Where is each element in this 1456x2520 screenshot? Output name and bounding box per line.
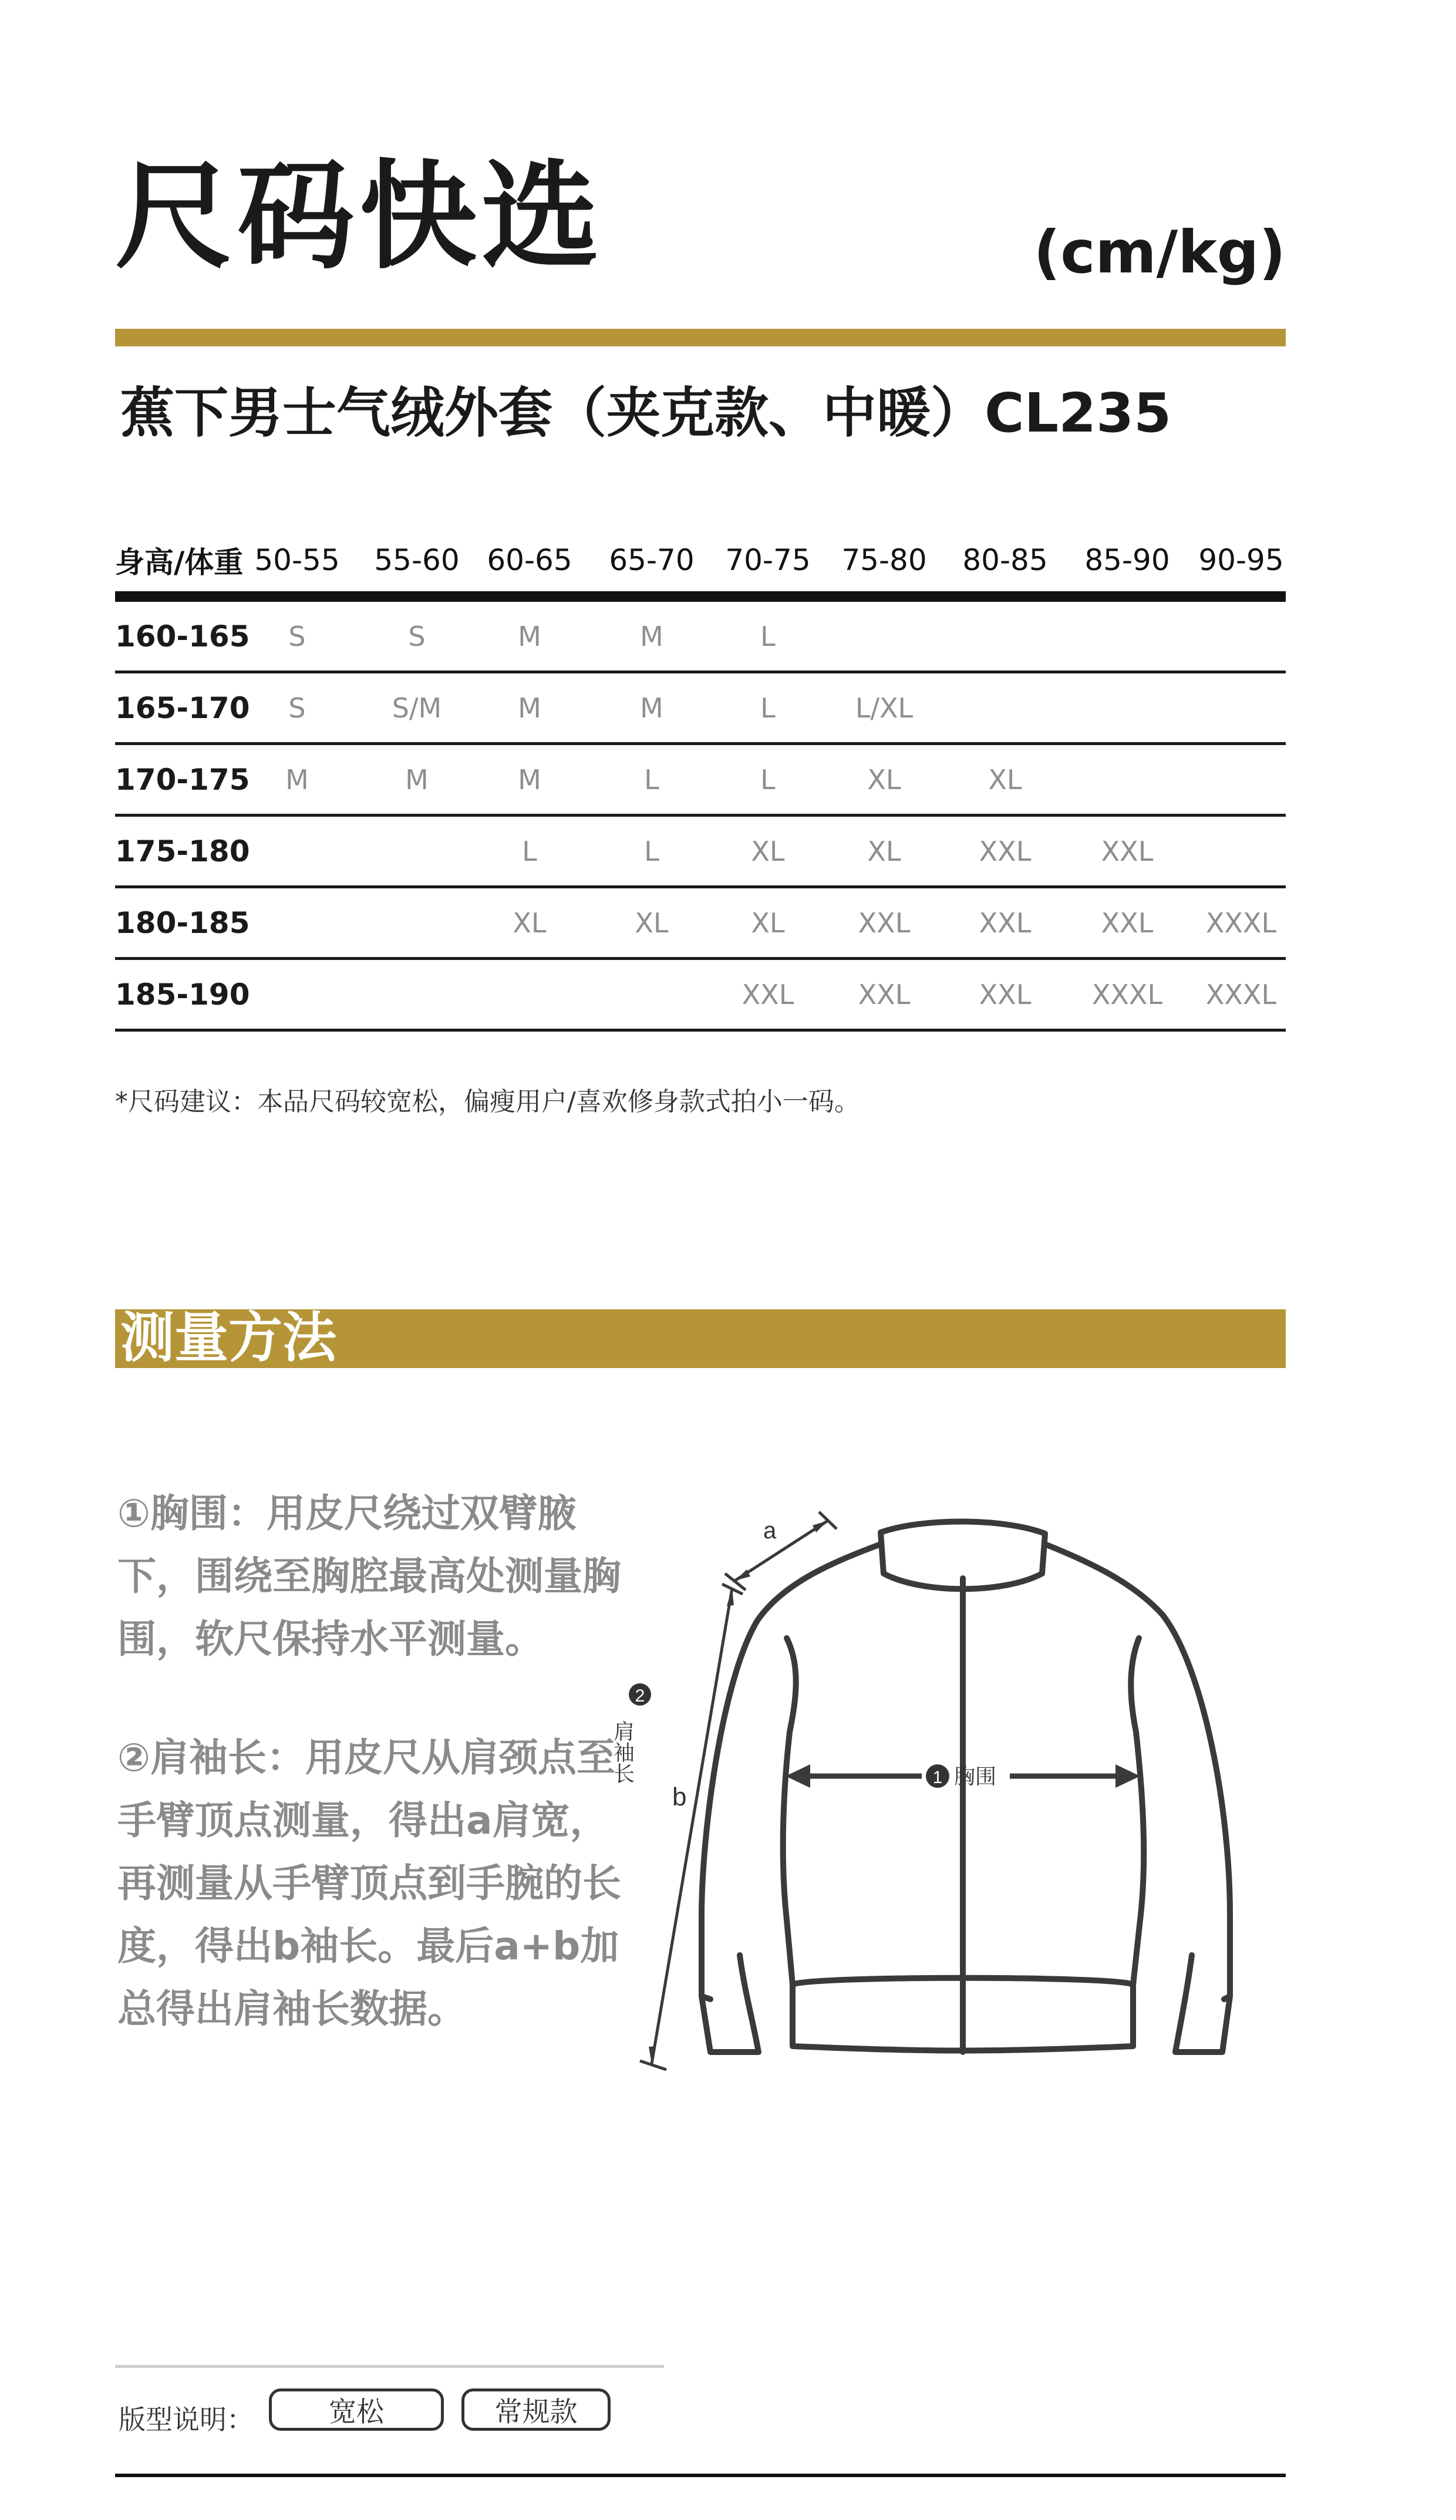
table-row [115, 673, 1286, 745]
size-cell: S [288, 692, 306, 724]
sleeve-measure-line [640, 1584, 743, 2070]
size-cell: S [408, 620, 426, 652]
bottom-rule [115, 2474, 1286, 2477]
weight-header: 60-65 [487, 543, 572, 577]
size-cell: XXL [858, 907, 911, 939]
size-cell: XL [751, 835, 785, 867]
weight-header: 70-75 [725, 543, 811, 577]
weight-header: 65-70 [609, 543, 695, 577]
size-cell: M [405, 763, 429, 796]
size-cell [459, 960, 600, 1029]
size-cell: XXXL [1205, 907, 1277, 939]
size-cell [935, 673, 1076, 742]
size-cell [1171, 745, 1312, 814]
table-row [115, 817, 1286, 888]
size-cell: L [644, 763, 659, 796]
size-cell: S [288, 620, 306, 652]
table-row [115, 960, 1286, 1032]
size-chart-table [115, 528, 1286, 1032]
size-cell: XL [513, 907, 547, 939]
sleeve-length-label: 肩袖长 [610, 1720, 635, 1784]
size-cell: XXL [979, 978, 1032, 1010]
fit-tag-loose: 宽松 [269, 2388, 444, 2431]
size-cell: S/M [392, 692, 442, 724]
chest-measure-instruction: ①胸围：用皮尺绕过双臂腋下，围绕至胸腔最高处测量胸围，软尺保持水平测量。 [117, 1491, 621, 1662]
size-cell: L [760, 692, 776, 724]
weight-header: 55-60 [374, 543, 460, 577]
table-row [115, 745, 1286, 817]
label-a: a [763, 1518, 777, 1544]
size-cell: XXL [858, 978, 911, 1010]
size-cell: L [760, 763, 776, 796]
size-cell: M [285, 763, 309, 796]
product-name: 蕉下男士气绒外套（夹克款、中暖）CL235 [120, 382, 1172, 444]
weight-header: 90-95 [1198, 543, 1284, 577]
table-corner-label: 身高/体重 [115, 545, 244, 580]
sleeve-marker [611, 1683, 652, 1784]
table-row [115, 602, 1286, 673]
page-title: 尺码快选 [115, 149, 604, 285]
size-cell: XL [867, 763, 901, 796]
size-cell: M [640, 692, 663, 724]
weight-header: 50-55 [254, 543, 340, 577]
size-cell: XXXL [1091, 978, 1163, 1010]
fit-label: 版型说明： [119, 2404, 254, 2435]
size-cell [814, 602, 955, 671]
size-cell: M [640, 620, 663, 652]
height-label: 175-180 [115, 834, 250, 868]
size-cell: XXXL [1205, 978, 1277, 1010]
fit-divider [115, 2365, 664, 2368]
weight-header: 80-85 [962, 543, 1048, 577]
size-cell: XXL [979, 907, 1032, 939]
label-b: b [672, 1783, 687, 1811]
circle-2-number: 2 [635, 1686, 645, 1706]
size-cell [1171, 673, 1312, 742]
size-cell [1171, 602, 1312, 671]
chest-label: 胸围 [954, 1765, 997, 1789]
fit-tag-regular: 常规款 [461, 2388, 611, 2431]
size-cell: XXL [1101, 907, 1154, 939]
size-cell: L [644, 835, 659, 867]
weight-header: 85-90 [1084, 543, 1170, 577]
jacket-measure-diagram [610, 1480, 1315, 2096]
table-row [115, 888, 1286, 960]
size-cell [1171, 817, 1312, 885]
size-note: *尺码建议：本品尺码较宽松，偏瘦用户/喜欢修身款式拍小一码。 [115, 1087, 860, 1117]
size-cell: XL [988, 763, 1022, 796]
size-cell [935, 602, 1076, 671]
size-cell: M [518, 620, 541, 652]
size-cell: L [760, 620, 776, 652]
size-cell: XXL [742, 978, 794, 1010]
size-cell: XL [751, 907, 785, 939]
title-divider-bar [115, 329, 1286, 346]
size-cell: XXL [979, 835, 1032, 867]
size-cell: M [518, 763, 541, 796]
sleeve-measure-instruction: ②肩袖长：用皮尺从肩颈点至手臂顶点测量，得出a肩宽，再测量从手臂顶点到手腕的长度，得出b袖长。最后a+b加总得出肩袖长数据。 [117, 1735, 621, 2032]
height-label: 185-190 [115, 977, 250, 1012]
size-cell: M [518, 692, 541, 724]
height-label: 180-185 [115, 905, 250, 940]
shoulder-measure-line [725, 1512, 837, 1590]
measure-section-title: 测量方法 [120, 1306, 337, 1369]
size-cell: XL [867, 835, 901, 867]
height-label: 160-165 [115, 619, 250, 653]
chest-measure-line [786, 1764, 1140, 1789]
circle-1-number: 1 [932, 1768, 943, 1787]
size-cell: XXL [1101, 835, 1154, 867]
size-cell: L/XL [855, 692, 914, 724]
size-cell: XL [635, 907, 669, 939]
weight-header: 75-80 [841, 543, 927, 577]
table-header-row [115, 528, 1286, 602]
size-cell: L [522, 835, 537, 867]
unit-label: (cm/kg) [1033, 218, 1286, 287]
height-label: 165-170 [115, 690, 250, 725]
height-label: 170-175 [115, 762, 250, 797]
